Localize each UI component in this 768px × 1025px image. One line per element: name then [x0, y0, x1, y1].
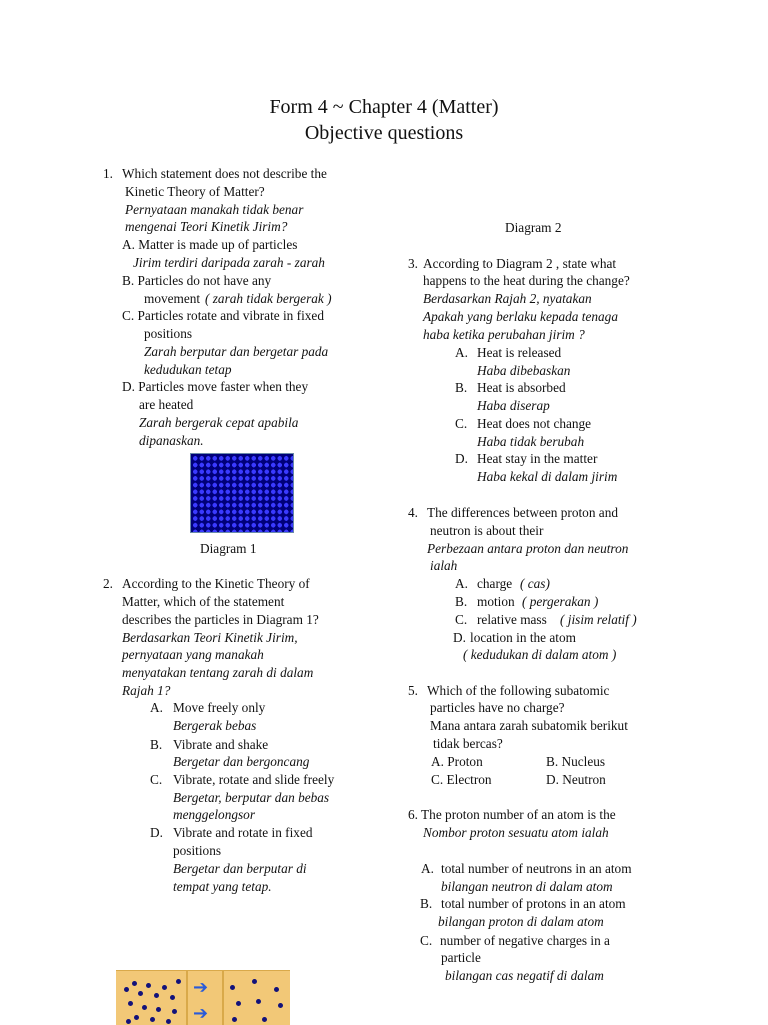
- particle: [154, 993, 159, 998]
- option-b-malay: ( pergerakan ): [522, 594, 599, 609]
- particle: [156, 1007, 161, 1012]
- option-d-malay: Zarah bergerak cepat apabila: [139, 415, 299, 430]
- particle: [162, 985, 167, 990]
- option-d: are heated: [139, 397, 194, 412]
- option-b-label: B.: [455, 380, 468, 395]
- question-text-malay: Berdasarkan Rajah 2, nyatakan: [423, 291, 592, 306]
- option-d-malay: Haba kekal di dalam jirim: [477, 469, 618, 484]
- option-c-malay: Bergetar, berputar dan bebas: [173, 790, 330, 805]
- particle: [128, 1001, 133, 1006]
- option-b: movement: [144, 291, 201, 306]
- question-text-malay: mengenai Teori Kinetik Jirim?: [125, 219, 288, 234]
- option-a-label: A.: [150, 700, 163, 715]
- question-text-malay: Perbezaan antara proton dan neutron: [427, 541, 629, 556]
- option-a-label: A.: [455, 345, 468, 360]
- question-text: 6. The proton number of an atom is the: [408, 807, 616, 822]
- question-text-malay: Pernyataan manakah tidak benar: [125, 202, 304, 217]
- particle: [146, 983, 151, 988]
- option-c-malay: ( jisim relatif ): [560, 612, 637, 627]
- option-c-malay: bilangan cas negatif di dalam: [445, 968, 604, 983]
- particle: [274, 987, 279, 992]
- option-a-malay: ( cas): [520, 576, 550, 591]
- option-b: total number of protons in an atom: [441, 896, 626, 911]
- question-text: According to Diagram 2 , state what: [423, 256, 617, 271]
- diagram-2-state-change-image: [116, 970, 290, 1025]
- option-b: motion: [477, 594, 515, 609]
- option-d-malay: tempat yang tetap.: [173, 879, 272, 894]
- particle: [176, 979, 181, 984]
- question-number: 4.: [408, 505, 418, 520]
- particle: [142, 1005, 147, 1010]
- particle: [262, 1017, 267, 1022]
- option-a: charge: [477, 576, 513, 591]
- option-c: particle: [441, 950, 481, 965]
- question-text: describes the particles in Diagram 1?: [122, 612, 319, 627]
- arrow-right-icon: ➔: [193, 977, 209, 998]
- particle: [134, 1015, 139, 1020]
- option-b: B. Nucleus: [546, 754, 606, 769]
- page-subtitle: Objective questions: [304, 122, 464, 144]
- question-text: According to the Kinetic Theory of: [122, 576, 310, 591]
- diagram-1-caption: Diagram 1: [200, 541, 257, 556]
- question-text-malay: menyatakan tentang zarah di dalam: [122, 665, 314, 680]
- option-a-malay: Haba dibebaskan: [477, 363, 571, 378]
- particle: [132, 981, 137, 986]
- option-d: D. Neutron: [546, 772, 606, 787]
- panel-divider: [186, 971, 188, 1025]
- option-d-label: D.: [150, 825, 163, 840]
- option-a: A. Matter is made up of particles: [122, 237, 298, 252]
- option-b: B. Particles do not have any: [122, 273, 272, 288]
- question-text: Which statement does not describe the: [122, 166, 327, 181]
- option-c-malay: kedudukan tetap: [144, 362, 232, 377]
- option-d-label: D.: [455, 451, 468, 466]
- option-a: A. Proton: [431, 754, 483, 769]
- particle: [252, 979, 257, 984]
- question-text-malay: tidak bercas?: [433, 736, 503, 751]
- option-c-malay: Haba tidak berubah: [477, 434, 585, 449]
- option-b: Vibrate and shake: [173, 737, 269, 752]
- question-text: Which of the following subatomic: [427, 683, 610, 698]
- question-text-malay: haba ketika perubahan jirim ?: [423, 327, 585, 342]
- option-b-malay: bilangan proton di dalam atom: [438, 914, 604, 929]
- option-b: Heat is absorbed: [477, 380, 566, 395]
- particle: [230, 985, 235, 990]
- option-a-label: A.: [455, 576, 468, 591]
- question-text: neutron is about their: [430, 523, 544, 538]
- option-c: number of negative charges in a: [440, 933, 610, 948]
- option-d: location in the atom: [470, 630, 576, 645]
- question-text: particles have no charge?: [430, 700, 565, 715]
- question-number: 3.: [408, 256, 418, 271]
- particle: [172, 1009, 177, 1014]
- option-c-malay: Zarah berputar dan bergetar pada: [144, 344, 329, 359]
- option-b-label: B.: [420, 896, 433, 911]
- question-number: 5.: [408, 683, 418, 698]
- option-b-label: B.: [150, 737, 163, 752]
- question-text: Kinetic Theory of Matter?: [125, 184, 265, 199]
- option-a-malay: Jirim terdiri daripada zarah - zarah: [133, 255, 325, 270]
- particle: [232, 1017, 237, 1022]
- question-text-malay: Mana antara zarah subatomik berikut: [430, 718, 628, 733]
- option-a-malay: bilangan neutron di dalam atom: [441, 879, 613, 894]
- question-text-malay: Berdasarkan Teori Kinetik Jirim,: [122, 630, 298, 645]
- particle: [126, 1019, 131, 1024]
- particle: [166, 1019, 171, 1024]
- option-c: relative mass: [477, 612, 547, 627]
- question-text: Matter, which of the statement: [122, 594, 285, 609]
- option-b-malay: Haba diserap: [477, 398, 550, 413]
- arrow-right-icon: ➔: [193, 1003, 209, 1024]
- option-d: positions: [173, 843, 222, 858]
- option-d: Heat stay in the matter: [477, 451, 598, 466]
- option-d: D. Particles move faster when they: [122, 379, 309, 394]
- option-a: Move freely only: [173, 700, 266, 715]
- option-c: C. Electron: [431, 772, 492, 787]
- option-d: Vibrate and rotate in fixed: [173, 825, 313, 840]
- particle: [138, 991, 143, 996]
- diagram-2-caption: Diagram 2: [505, 220, 562, 235]
- option-d-malay: dipanaskan.: [139, 433, 204, 448]
- option-a-label: A.: [421, 861, 434, 876]
- question-text: happens to the heat during the change?: [423, 273, 630, 288]
- question-text-malay: Apakah yang berlaku kepada tenaga: [423, 309, 618, 324]
- option-d-malay: ( kedudukan di dalam atom ): [463, 647, 617, 662]
- option-a: total number of neutrons in an atom: [441, 861, 632, 876]
- diagram-1-particle-grid: [190, 453, 294, 533]
- question-text: The differences between proton and: [427, 505, 618, 520]
- particle: [256, 999, 261, 1004]
- particle: [278, 1003, 283, 1008]
- option-c-label: C.: [455, 612, 468, 627]
- option-c-label: C.: [455, 416, 468, 431]
- panel-divider: [222, 971, 224, 1025]
- option-a-malay: Bergerak bebas: [173, 718, 257, 733]
- particle: [150, 1017, 155, 1022]
- option-c: Heat does not change: [477, 416, 592, 431]
- page-title: Form 4 ~ Chapter 4 (Matter): [269, 96, 499, 118]
- question-number: 1.: [103, 166, 113, 181]
- option-c: positions: [144, 326, 193, 341]
- question-text-malay: Rajah 1?: [122, 683, 171, 698]
- question-text-malay: pernyataan yang manakah: [122, 647, 264, 662]
- option-c: Vibrate, rotate and slide freely: [173, 772, 335, 787]
- option-b-label: B.: [455, 594, 468, 609]
- question-number: 2.: [103, 576, 113, 591]
- option-a: Heat is released: [477, 345, 562, 360]
- option-d-label: D.: [453, 630, 466, 645]
- particle: [124, 987, 129, 992]
- question-text-malay: ialah: [430, 558, 458, 573]
- option-c-label: C.: [420, 933, 433, 948]
- question-text-malay: Nombor proton sesuatu atom ialah: [423, 825, 609, 840]
- option-d-malay: Bergetar dan berputar di: [173, 861, 307, 876]
- option-c-malay: menggelongsor: [173, 807, 255, 822]
- option-c-label: C.: [150, 772, 163, 787]
- particle: [236, 1001, 241, 1006]
- particle: [170, 995, 175, 1000]
- option-c: C. Particles rotate and vibrate in fixed: [122, 308, 324, 323]
- option-b-malay: ( zarah tidak bergerak ): [205, 291, 332, 306]
- option-b-malay: Bergetar dan bergoncang: [173, 754, 310, 769]
